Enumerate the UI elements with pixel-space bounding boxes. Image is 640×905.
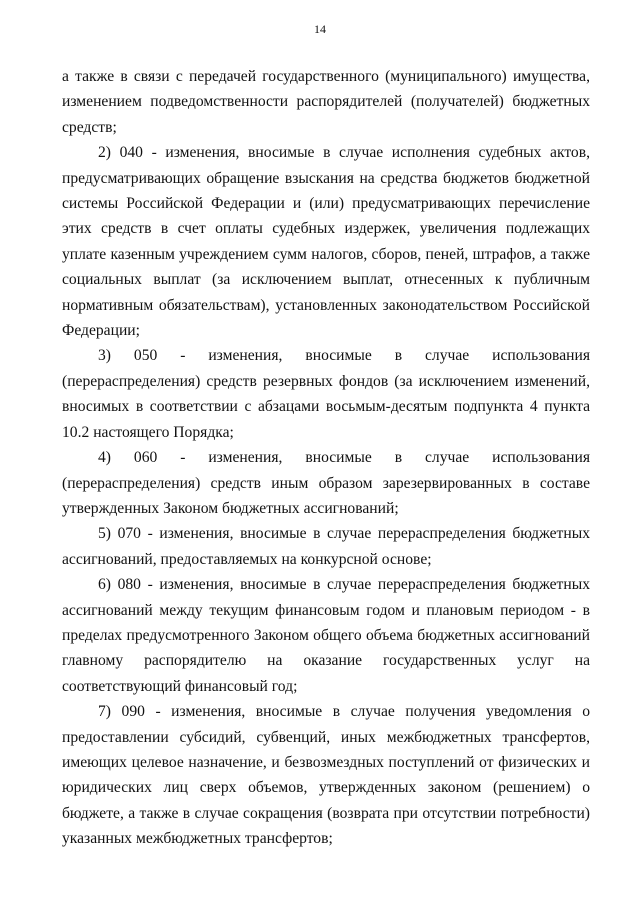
- paragraph-item-6: 6) 080 - изменения, вносимые в случае перераспределения бюджетных ассигнований между текущим финансовым годом и плановым периодом - в пределах предусмотренного Законом общего объема бюджетных ассигнований главному распорядителю на оказание государственных услуг на соответствующий финансовый год;: [62, 576, 590, 695]
- paragraph-item-5: 5) 070 - изменения, вносимые в случае перераспределения бюджетных ассигнований, предоставляемых на конкурсной основе;: [62, 525, 590, 568]
- paragraph-continuation: а также в связи с передачей государственного (муниципального) имущества, изменением подведомственности распорядителей (получателей) бюджетных средств;: [62, 68, 590, 136]
- paragraph-item-4: 4) 060 - изменения, вносимые в случае использования (перераспределения) средств иным образом зарезервированных в составе утвержденных Законом бюджетных ассигнований;: [62, 449, 590, 517]
- page-number: 14: [314, 22, 326, 36]
- paragraph-item-3: 3) 050 - изменения, вносимые в случае использования (перераспределения) средств резервных фондов (за исключением изменений, вносимых в соответствии с абзацами восьмым-десятым подпункта 4 пункта 10.2 настоящего Порядка;: [62, 347, 590, 441]
- document-body: [62, 64, 590, 852]
- paragraph-item-7: 7) 090 - изменения, вносимые в случае получения уведомления о предоставлении субсидий, субвенций, иных межбюджетных трансфертов, имеющих целевое назначение, и безвозмездных поступлений от физических и юридических лиц сверх объемов, утвержденных законом (решением) о бюджете, а также в случае сокращения (возврата при отсутствии потребности) указанных межбюджетных трансфертов;: [62, 703, 590, 848]
- paragraph-item-2: 2) 040 - изменения, вносимые в случае исполнения судебных актов, предусматривающих обращение взыскания на средства бюджетов бюджетной системы Российской Федерации и (или) предусматривающих перечисление этих средств в счет оплаты судебных издержек, увеличения подлежащих уплате казенным учреждением сумм налогов, сборов, пеней, штрафов, а также социальных выплат (за исключением выплат, отнесенных к публичным нормативным обязательствам), установленных законодательством Российской Федерации;: [62, 144, 590, 340]
